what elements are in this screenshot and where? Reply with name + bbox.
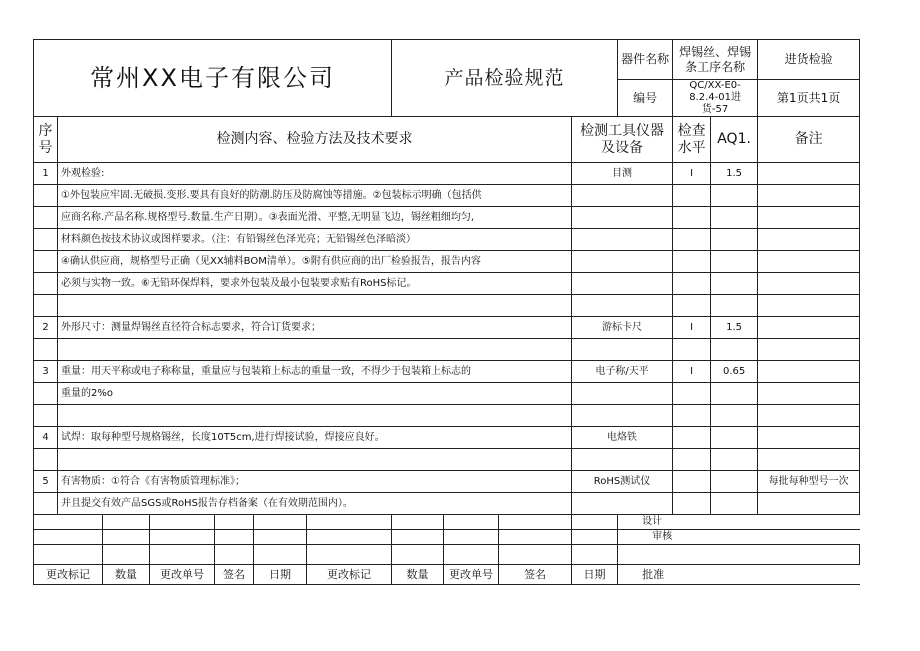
item-aql-blank xyxy=(711,449,758,471)
table-row xyxy=(34,185,860,207)
item-line xyxy=(58,339,572,361)
item-remark xyxy=(758,427,860,449)
table-row xyxy=(34,273,860,295)
table-row xyxy=(34,163,860,185)
item-level: I xyxy=(673,163,711,185)
item-aql: 1.5 xyxy=(711,163,758,185)
item-aql xyxy=(711,471,758,493)
item-level-blank xyxy=(673,295,711,317)
item-seq: 4 xyxy=(34,427,58,449)
item-seq-blank xyxy=(34,405,58,427)
footer-sign-1: 签名 xyxy=(215,565,254,585)
item-aql: 0.65 xyxy=(711,361,758,383)
review-label: 审核 xyxy=(618,530,860,545)
item-tool-blank xyxy=(572,449,673,471)
item-seq-blank xyxy=(34,449,58,471)
table-row xyxy=(34,317,860,339)
table-row xyxy=(34,295,860,317)
item-remark-blank xyxy=(758,405,860,427)
item-line: 并且提交有效产品SGS或RoHS报告存档备案（在有效期范围内）。 xyxy=(58,493,572,515)
item-remark xyxy=(758,163,860,185)
col-aql: AQ1. xyxy=(711,117,758,163)
company-name: 常州XX电子有限公司 xyxy=(34,40,392,117)
item-seq-blank xyxy=(34,493,58,515)
item-level xyxy=(673,427,711,449)
item-remark-blank xyxy=(758,493,860,515)
item-level-blank xyxy=(673,339,711,361)
part-name-label: 器件名称 xyxy=(618,40,673,80)
item-tool-blank xyxy=(572,405,673,427)
col-content: 检测内容、检验方法及技术要求 xyxy=(58,117,572,163)
table-row xyxy=(34,471,860,493)
item-level-blank xyxy=(673,273,711,295)
item-tool-blank xyxy=(572,273,673,295)
footer-qty-2: 数量 xyxy=(392,565,444,585)
item-remark-blank xyxy=(758,185,860,207)
item-seq-blank xyxy=(34,339,58,361)
item-remark-blank xyxy=(758,295,860,317)
item-line xyxy=(58,295,572,317)
item-level-blank xyxy=(673,207,711,229)
item-line xyxy=(58,449,572,471)
item-aql-blank xyxy=(711,251,758,273)
item-seq: 1 xyxy=(34,163,58,185)
col-seq: 序号 xyxy=(34,117,58,163)
item-tool-blank xyxy=(572,251,673,273)
spec-table xyxy=(33,39,860,585)
number-value: QC/XX-E0-8.2.4-01进货-57 xyxy=(673,80,758,117)
item-remark-blank xyxy=(758,229,860,251)
items-body xyxy=(34,163,860,515)
item-level xyxy=(673,471,711,493)
item-aql-blank xyxy=(711,493,758,515)
item-remark-blank xyxy=(758,251,860,273)
item-line: ④确认供应商，规格型号正确（见XX辅料BOM清单）。⑤附有供应商的出厂检验报告，报告内容 xyxy=(58,251,572,273)
item-line: 必须与实物一致。⑥无铅环保焊料，要求外包装及最小包装要求贴有RoHS标记。 xyxy=(58,273,572,295)
item-tool-blank xyxy=(572,493,673,515)
col-remark: 备注 xyxy=(758,117,860,163)
item-aql-blank xyxy=(711,273,758,295)
item-level-blank xyxy=(673,405,711,427)
table-row xyxy=(34,383,860,405)
item-seq-blank xyxy=(34,383,58,405)
item-tool-blank xyxy=(572,295,673,317)
item-remark-blank xyxy=(758,273,860,295)
footer-date-2: 日期 xyxy=(572,565,618,585)
table-row xyxy=(34,493,860,515)
item-tool-blank xyxy=(572,339,673,361)
inspection-spec-sheet xyxy=(33,39,859,587)
item-level: I xyxy=(673,317,711,339)
item-line: 有害物质：①符合《有害物质管理标准》； xyxy=(58,471,572,493)
item-tool-blank xyxy=(572,207,673,229)
item-tool-blank xyxy=(572,185,673,207)
part-name-value: 焊锡丝、焊锡条工序名称 xyxy=(673,40,758,80)
footer-qty-1: 数量 xyxy=(103,565,150,585)
footer-change-no-2: 更改单号 xyxy=(444,565,499,585)
item-line xyxy=(58,405,572,427)
item-line: 外形尺寸：测量焊锡丝直径符合标志要求，符合订货要求； xyxy=(58,317,572,339)
approve-label: 批准 xyxy=(618,565,860,585)
item-seq-blank xyxy=(34,185,58,207)
table-row xyxy=(34,361,860,383)
item-aql-blank xyxy=(711,339,758,361)
item-remark-blank xyxy=(758,339,860,361)
item-level-blank xyxy=(673,449,711,471)
item-aql-blank xyxy=(711,207,758,229)
item-tool-blank xyxy=(572,229,673,251)
table-row xyxy=(34,427,860,449)
item-remark-blank xyxy=(758,449,860,471)
item-level-blank xyxy=(673,383,711,405)
item-remark xyxy=(758,317,860,339)
item-line: 材料颜色按技术协议或图样要求。（注：有铅锡丝色泽光亮；无铅锡丝色泽暗淡） xyxy=(58,229,572,251)
table-body xyxy=(34,40,860,163)
col-tools: 检测工具仪器及设备 xyxy=(572,117,673,163)
item-line: 重量的2%o xyxy=(58,383,572,405)
item-remark-blank xyxy=(758,383,860,405)
item-remark xyxy=(758,361,860,383)
footer-change-mark-1: 更改标记 xyxy=(34,565,103,585)
item-aql-blank xyxy=(711,405,758,427)
item-level: I xyxy=(673,361,711,383)
item-seq-blank xyxy=(34,295,58,317)
item-seq: 3 xyxy=(34,361,58,383)
table-row xyxy=(34,339,860,361)
item-aql-blank xyxy=(711,229,758,251)
item-seq-blank xyxy=(34,251,58,273)
page-value: 第1页共1页 xyxy=(758,80,860,117)
item-level-blank xyxy=(673,185,711,207)
item-level-blank xyxy=(673,229,711,251)
item-remark: 每批每种型号一次 xyxy=(758,471,860,493)
footer-date-1: 日期 xyxy=(254,565,307,585)
item-aql-blank xyxy=(711,185,758,207)
item-line: 试焊：取每种型号规格锡丝，长度10T5cm,进行焊接试验，焊接应良好。 xyxy=(58,427,572,449)
number-label: 编号 xyxy=(618,80,673,117)
item-aql xyxy=(711,427,758,449)
item-line: ①外包装应牢固.无破损.变形.要具有良好的防潮.防压及防腐蚀等措施。②包装标示明确（包括供 xyxy=(58,185,572,207)
item-aql: 1.5 xyxy=(711,317,758,339)
item-seq: 5 xyxy=(34,471,58,493)
process-value: 进货检验 xyxy=(758,40,860,80)
col-level: 检查水平 xyxy=(673,117,711,163)
item-level-blank xyxy=(673,493,711,515)
item-line: 重量：用天平称或电子称称量，重量应与包装箱上标志的重量一致，不得少于包装箱上标志的 xyxy=(58,361,572,383)
item-aql-blank xyxy=(711,383,758,405)
signoff-body xyxy=(34,515,860,585)
item-seq-blank xyxy=(34,207,58,229)
item-seq-blank xyxy=(34,229,58,251)
item-tool: 电子称/天平 xyxy=(572,361,673,383)
footer-change-mark-2: 更改标记 xyxy=(307,565,392,585)
item-level-blank xyxy=(673,251,711,273)
item-tool: 电烙铁 xyxy=(572,427,673,449)
table-row xyxy=(34,449,860,471)
item-remark-blank xyxy=(758,207,860,229)
table-row xyxy=(34,251,860,273)
item-tool: 目测 xyxy=(572,163,673,185)
item-tool: RoHS测试仪 xyxy=(572,471,673,493)
spec-title: 产品检验规范 xyxy=(392,40,618,117)
item-seq: 2 xyxy=(34,317,58,339)
table-row xyxy=(34,229,860,251)
item-aql-blank xyxy=(711,295,758,317)
footer-change-no-1: 更改单号 xyxy=(150,565,215,585)
item-tool: 游标卡尺 xyxy=(572,317,673,339)
item-line: 应商名称.产品名称.规格型号.数量.生产日期）。③表面光滑、平整,无明显飞边，锡丝粗细均匀, xyxy=(58,207,572,229)
item-seq-blank xyxy=(34,273,58,295)
table-row xyxy=(34,405,860,427)
item-line: 外观检验: xyxy=(58,163,572,185)
table-row xyxy=(34,207,860,229)
footer-sign-2: 签名 xyxy=(499,565,572,585)
item-tool-blank xyxy=(572,383,673,405)
design-label: 设计 xyxy=(618,515,860,530)
